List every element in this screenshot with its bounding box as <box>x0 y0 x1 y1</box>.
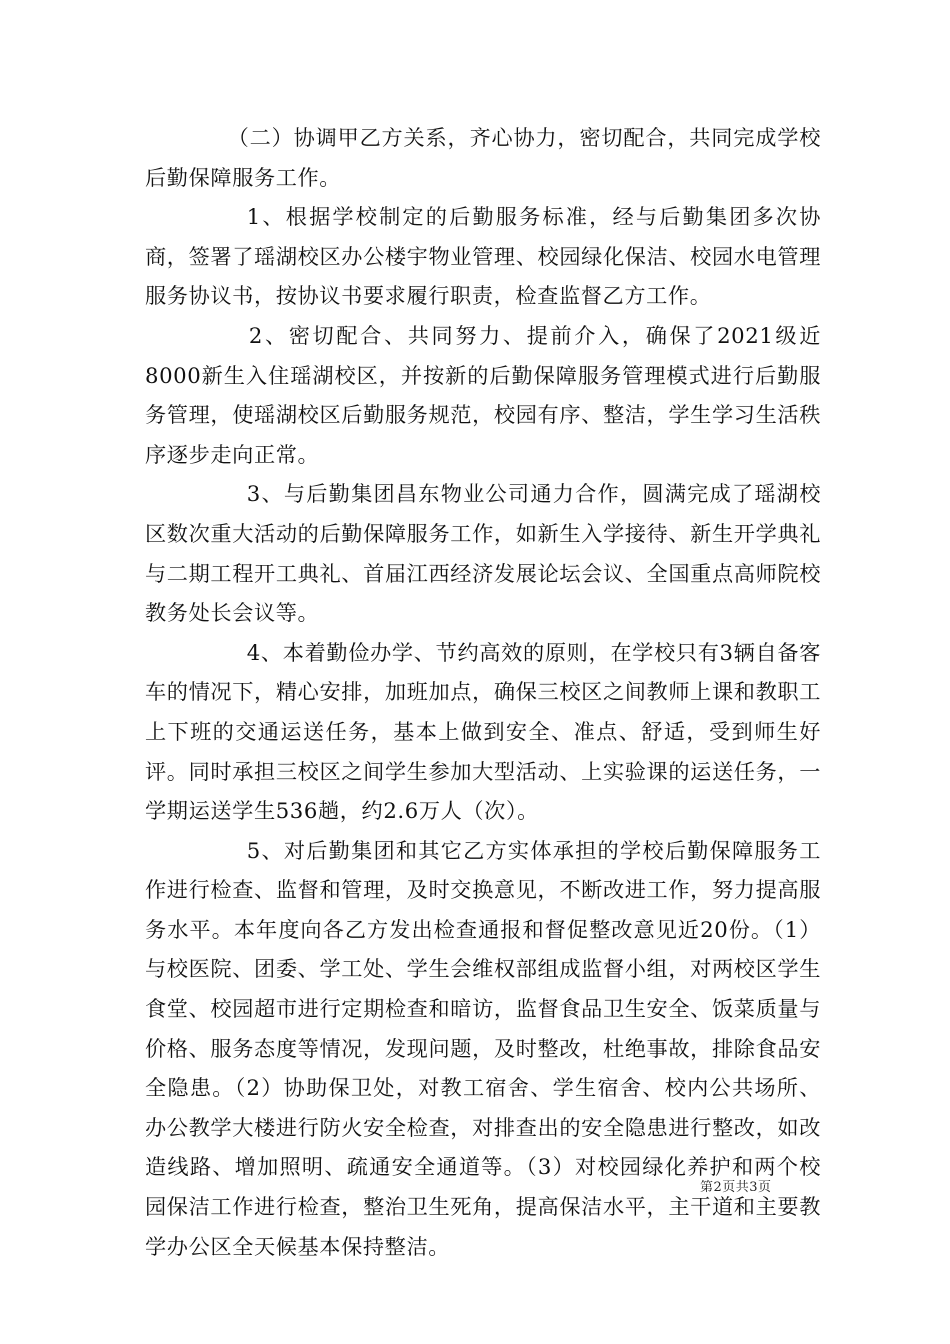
page-number-footer: 第2页共3页 <box>700 1180 772 1195</box>
section-heading: （二）协调甲乙方关系，齐心协力，密切配合，共同完成学校后勤保障服务工作。 <box>145 125 821 190</box>
paragraph-item-1: 1、根据学校制定的后勤服务标准，经与后勤集团多次协商，签署了瑶湖校区办公楼宇物业管理、校园绿化保洁、校园水电管理服务协议书，按协议书要求履行职责，检查监督乙方工作。 <box>145 204 821 309</box>
paragraph-item-4: 4、本着勤俭办学、节约高效的原则，在学校只有3辆自备客车的情况下，精心安排，加班加点，确保三校区之间教师上课和教职工上下班的交通运送任务，基本上做到安全、准点、舒适，受到师生好评。同时承担三校区之间学生参加大型活动、上实验课的运送任务，一学期运送学生536趟，约2.6万人（次）。 <box>145 639 821 824</box>
paragraph-item-5: 5、对后勤集团和其它乙方实体承担的学校后勤保障服务工作进行检查、监督和管理，及时交换意见，不断改进工作，努力提高服务水平。本年度向各乙方发出检查通报和督促整改意见近20份。（1）与校医院、团委、学工处、学生会维权部组成监督小组，对两校区学生食堂、校园超市进行定期检查和暗访，监督食品卫生安全、饭菜质量与价格、服务态度等情况，发现问题，及时整改，杜绝事故，排除食品安全隐患。（2）协助保卫处，对教工宿舍、学生宿舍、校内公共场所、办公教学大楼进行防火安全检查，对排查出的安全隐患进行整改，如改造线路、增加照明、疏通安全通道等。（3）对校园绿化养护和两个校园保洁工作进行检查，整治卫生死角，提高保洁水平，主干道和主要教学办公区全天候基本保持整洁。 <box>145 837 821 1259</box>
paragraph-item-3: 3、与后勤集团昌东物业公司通力合作，圆满完成了瑶湖校区数次重大活动的后勤保障服务工作，如新生入学接待、新生开学典礼与二期工程开工典礼、首届江西经济发展论坛会议、全国重点高师院校教务处长会议等。 <box>145 481 821 626</box>
paragraph-item-2: 2、密切配合、共同努力、提前介入，确保了2021级近8000新生入住瑶湖校区，并按新的后勤保障服务管理模式进行后勤服务管理，使瑶湖校区后勤服务规范，校园有序、整洁，学生学习生活秩序逐步走向正常。 <box>145 322 821 467</box>
document-body <box>145 118 821 1266</box>
